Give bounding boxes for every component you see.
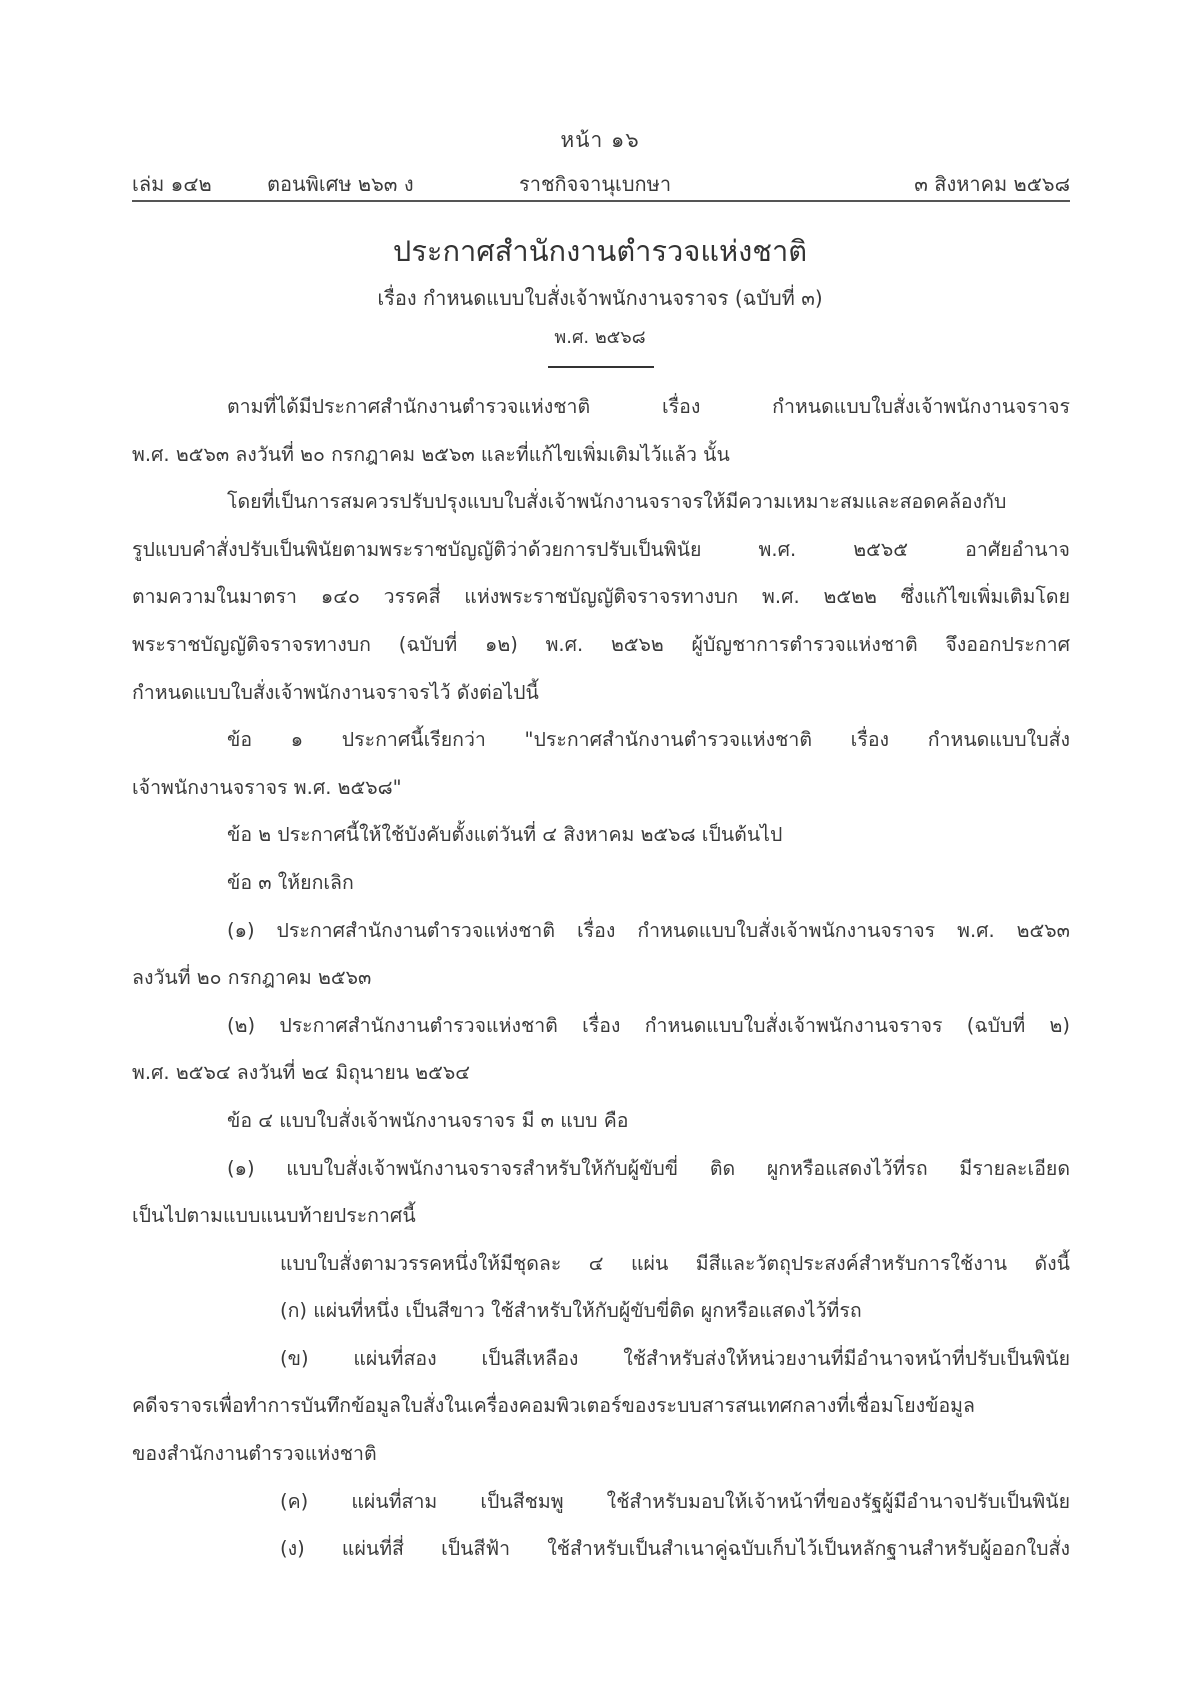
document-title: ประกาศสำนักงานตำรวจแห่งชาติ xyxy=(392,234,808,268)
gazette-name: ราชกิจจานุเบกษา xyxy=(519,172,672,196)
body-line: ตามความในมาตรา ๑๔๐ วรรคสี่ แห่งพระราชบัญญัติจราจรทางบก พ.ศ. ๒๕๒๒ ซึ่งแก้ไขเพิ่มเติมโดย xyxy=(132,585,1070,609)
body-line: (ง) แผ่นที่สี่ เป็นสีฟ้า ใช้สำหรับเป็นสำเนาคู่ฉบับเก็บไว้เป็นหลักฐานสำหรับผู้ออกใบสั่ง xyxy=(280,1537,1070,1561)
body-line: โดยที่เป็นการสมควรปรับปรุงแบบใบสั่งเจ้าพนักงานจราจรให้มีความเหมาะสมและสอดคล้องกับ xyxy=(227,490,1007,514)
body-line: ข้อ ๑ ประกาศนี้เรียกว่า "ประกาศสำนักงานตำรวจแห่งชาติ เรื่อง กำหนดแบบใบสั่ง xyxy=(227,728,1070,752)
body-line: พ.ศ. ๒๕๖๔ ลงวันที่ ๒๔ มิถุนายน ๒๕๖๔ xyxy=(132,1061,471,1085)
body-line: (๒) ประกาศสำนักงานตำรวจแห่งชาติ เรื่อง กำหนดแบบใบสั่งเจ้าพนักงานจราจร (ฉบับที่ ๒) xyxy=(227,1013,1070,1037)
body-line: (ข) แผ่นที่สอง เป็นสีเหลือง ใช้สำหรับส่งให้หน่วยงานที่มีอำนาจหน้าที่ปรับเป็นพินัย xyxy=(280,1346,1070,1370)
gazette-volume: เล่ม ๑๔๒ xyxy=(132,172,212,196)
body-line: รูปแบบคำสั่งปรับเป็นพินัยตามพระราชบัญญัติว่าด้วยการปรับเป็นพินัย พ.ศ. ๒๕๖๕ อาศัยอำนาจ xyxy=(132,537,1070,561)
body-line: ตามที่ได้มีประกาศสำนักงานตำรวจแห่งชาติ เรื่อง กำหนดแบบใบสั่งเจ้าพนักงานจราจร xyxy=(227,395,1070,418)
gazette-issue: ตอนพิเศษ ๒๖๓ ง xyxy=(267,172,414,196)
document-body xyxy=(132,383,1070,1573)
body-line: (ค) แผ่นที่สาม เป็นสีชมพู ใช้สำหรับมอบให้เจ้าหน้าที่ของรัฐผู้มีอำนาจปรับเป็นพินัย xyxy=(280,1489,1070,1513)
body-line: ลงวันที่ ๒๐ กรกฎาคม ๒๕๖๓ xyxy=(132,966,372,990)
body-line: แบบใบสั่งตามวรรคหนึ่งให้มีชุดละ ๔ แผ่น มีสีและวัตถุประสงค์สำหรับการใช้งาน ดังนี้ xyxy=(280,1251,1070,1275)
body-line: พ.ศ. ๒๕๖๓ ลงวันที่ ๒๐ กรกฎาคม ๒๕๖๓ และที่แก้ไขเพิ่มเติมไว้แล้ว นั้น xyxy=(132,442,730,466)
gazette-date: ๓ สิงหาคม ๒๕๖๘ xyxy=(914,172,1070,196)
body-line: (๑) แบบใบสั่งเจ้าพนักงานจราจรสำหรับให้กับผู้ขับขี่ ติด ผูกหรือแสดงไว้ที่รถ มีรายละเอียด xyxy=(227,1156,1070,1180)
body-line: ข้อ ๔ แบบใบสั่งเจ้าพนักงานจราจร มี ๓ แบบ คือ xyxy=(227,1108,629,1132)
body-line: ของสำนักงานตำรวจแห่งชาติ xyxy=(132,1442,377,1466)
body-line: เป็นไปตามแบบแนบท้ายประกาศนี้ xyxy=(132,1204,416,1228)
body-line: (ก) แผ่นที่หนึ่ง เป็นสีขาว ใช้สำหรับให้กับผู้ขับขี่ติด ผูกหรือแสดงไว้ที่รถ xyxy=(280,1299,862,1323)
body-line: ข้อ ๓ ให้ยกเลิก xyxy=(227,870,354,894)
title-divider xyxy=(548,366,654,368)
page-number: หน้า ๑๖ xyxy=(560,128,640,152)
body-line: กำหนดแบบใบสั่งเจ้าพนักงานจราจรไว้ ดังต่อไปนี้ xyxy=(132,680,539,704)
document-subject: เรื่อง กำหนดแบบใบสั่งเจ้าพนักงานจราจร (ฉบับที่ ๓) xyxy=(377,286,823,310)
body-line: (๑) ประกาศสำนักงานตำรวจแห่งชาติ เรื่อง กำหนดแบบใบสั่งเจ้าพนักงานจราจร พ.ศ. ๒๕๖๓ xyxy=(227,918,1070,942)
body-line: ข้อ ๒ ประกาศนี้ให้ใช้บังคับตั้งแต่วันที่ ๔ สิงหาคม ๒๕๖๘ เป็นต้นไป xyxy=(227,823,783,847)
gazette-header xyxy=(132,166,1070,202)
body-line: เจ้าพนักงานจราจร พ.ศ. ๒๕๖๘" xyxy=(132,775,402,799)
document-year: พ.ศ. ๒๕๖๘ xyxy=(554,327,646,348)
body-line: คดีจราจรเพื่อทำการบันทึกข้อมูลใบสั่งในเครื่องคอมพิวเตอร์ของระบบสารสนเทศกลางที่เชื่อมโยงข้อมูล xyxy=(132,1394,975,1418)
body-line: พระราชบัญญัติจราจรทางบก (ฉบับที่ ๑๒) พ.ศ. ๒๕๖๒ ผู้บัญชาการตำรวจแห่งชาติ จึงออกประกาศ xyxy=(132,632,1070,656)
